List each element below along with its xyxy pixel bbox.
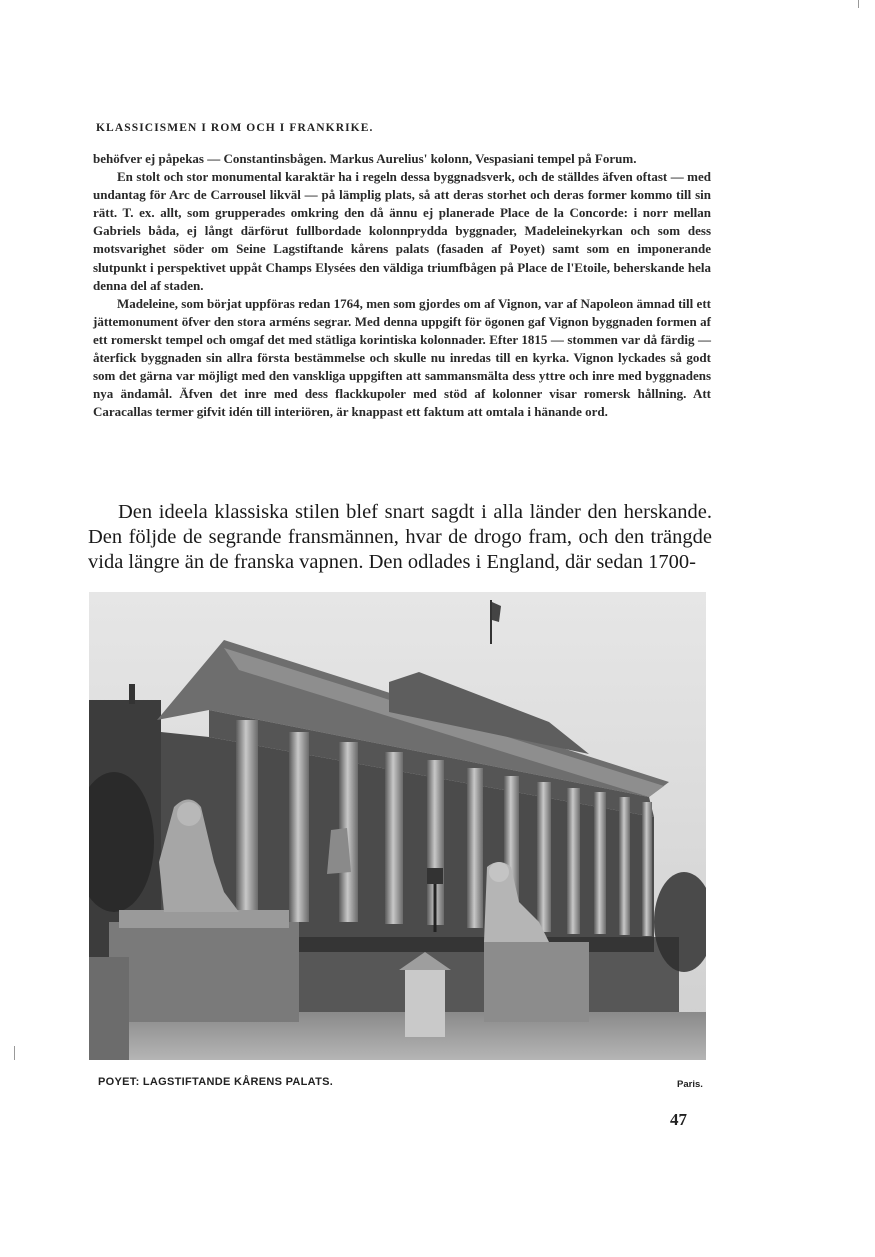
- paragraph-ideal-style: Den ideela klassiska stilen blef snart sagdt i alla länder den herskande. Den följde de segrande fransmännen, hvar de drogo fram, och den trängde vida längre än de franska vapnen. Den odlades i England, där sedan 1700-: [88, 501, 712, 573]
- large-print-body: [88, 500, 712, 575]
- scan-edge-mark: [858, 0, 859, 8]
- page-number: 47: [670, 1110, 687, 1129]
- palace-photograph: [89, 592, 706, 1060]
- paragraph-monumental: En stolt och stor monumental karaktär ha i regeln dessa byggnadsverk, och de ställdes äfven oftast — med undantag för Arc de Carrousel likväl — på lämplig plats, så att deras storhet och deras former kommo till sin rätt. T. ex. allt, som grupperades omkring den då ännu ej planerade Place de la Concorde: i norr mellan Gabriels båda, ej långt därförut fullbordade kolonnprydda byggnader, Madeleinekyrkan och som dess motsvarighet söder om Seine Lagstiftande kårens palats (fasaden af Poyet) samt som en imponerande slutpunkt i perspektivet uppåt Champs Elysées den väldiga triumfbågen på Place de l'Etoile, beherskande hela denna del af staden.: [93, 169, 711, 293]
- paragraph-madeleine: Madeleine, som börjat uppföras redan 1764, men som gjordes om af Vignon, var af Napoleon ämnad till ett jättemonument öfver den stora arméns segrar. Med denna uppgift för ögonen gaf Vignon byggnaden formen af ett romerskt tempel och omgaf det med stätliga korintiska kolonnader. Efter 1815 — stommen var då färdig — återfick byggnaden sin allra första bestämmelse och skulle nu inredas till en kyrka. Vignon lyckades så godt som det gärna var möjligt med den vanskliga uppgiften att sammansmälta dess yttre och inre med byggnadens nya ändamål. Äfven det inre med dess flackkupoler med stöd af kolonner visar romersk hållning. Att Caracallas termer gifvit idén till interiören, är knappast ett faktum att omtala i hänande ord.: [93, 295, 711, 420]
- running-title: KLASSICISMEN I ROM OCH I FRANKRIKE.: [96, 122, 374, 134]
- figure-location: Paris.: [677, 1079, 703, 1090]
- paragraph-continuation: behöfver ej påpekas — Constantinsbågen. Markus Aurelius' kolonn, Vespasiani tempel på Forum.: [93, 151, 637, 166]
- figure-caption: POYET: LAGSTIFTANDE KÅRENS PALATS.: [98, 1076, 334, 1088]
- small-print-body: [93, 150, 711, 421]
- scan-edge-mark: [14, 1046, 15, 1060]
- palace-photograph-drawing: [89, 592, 706, 1060]
